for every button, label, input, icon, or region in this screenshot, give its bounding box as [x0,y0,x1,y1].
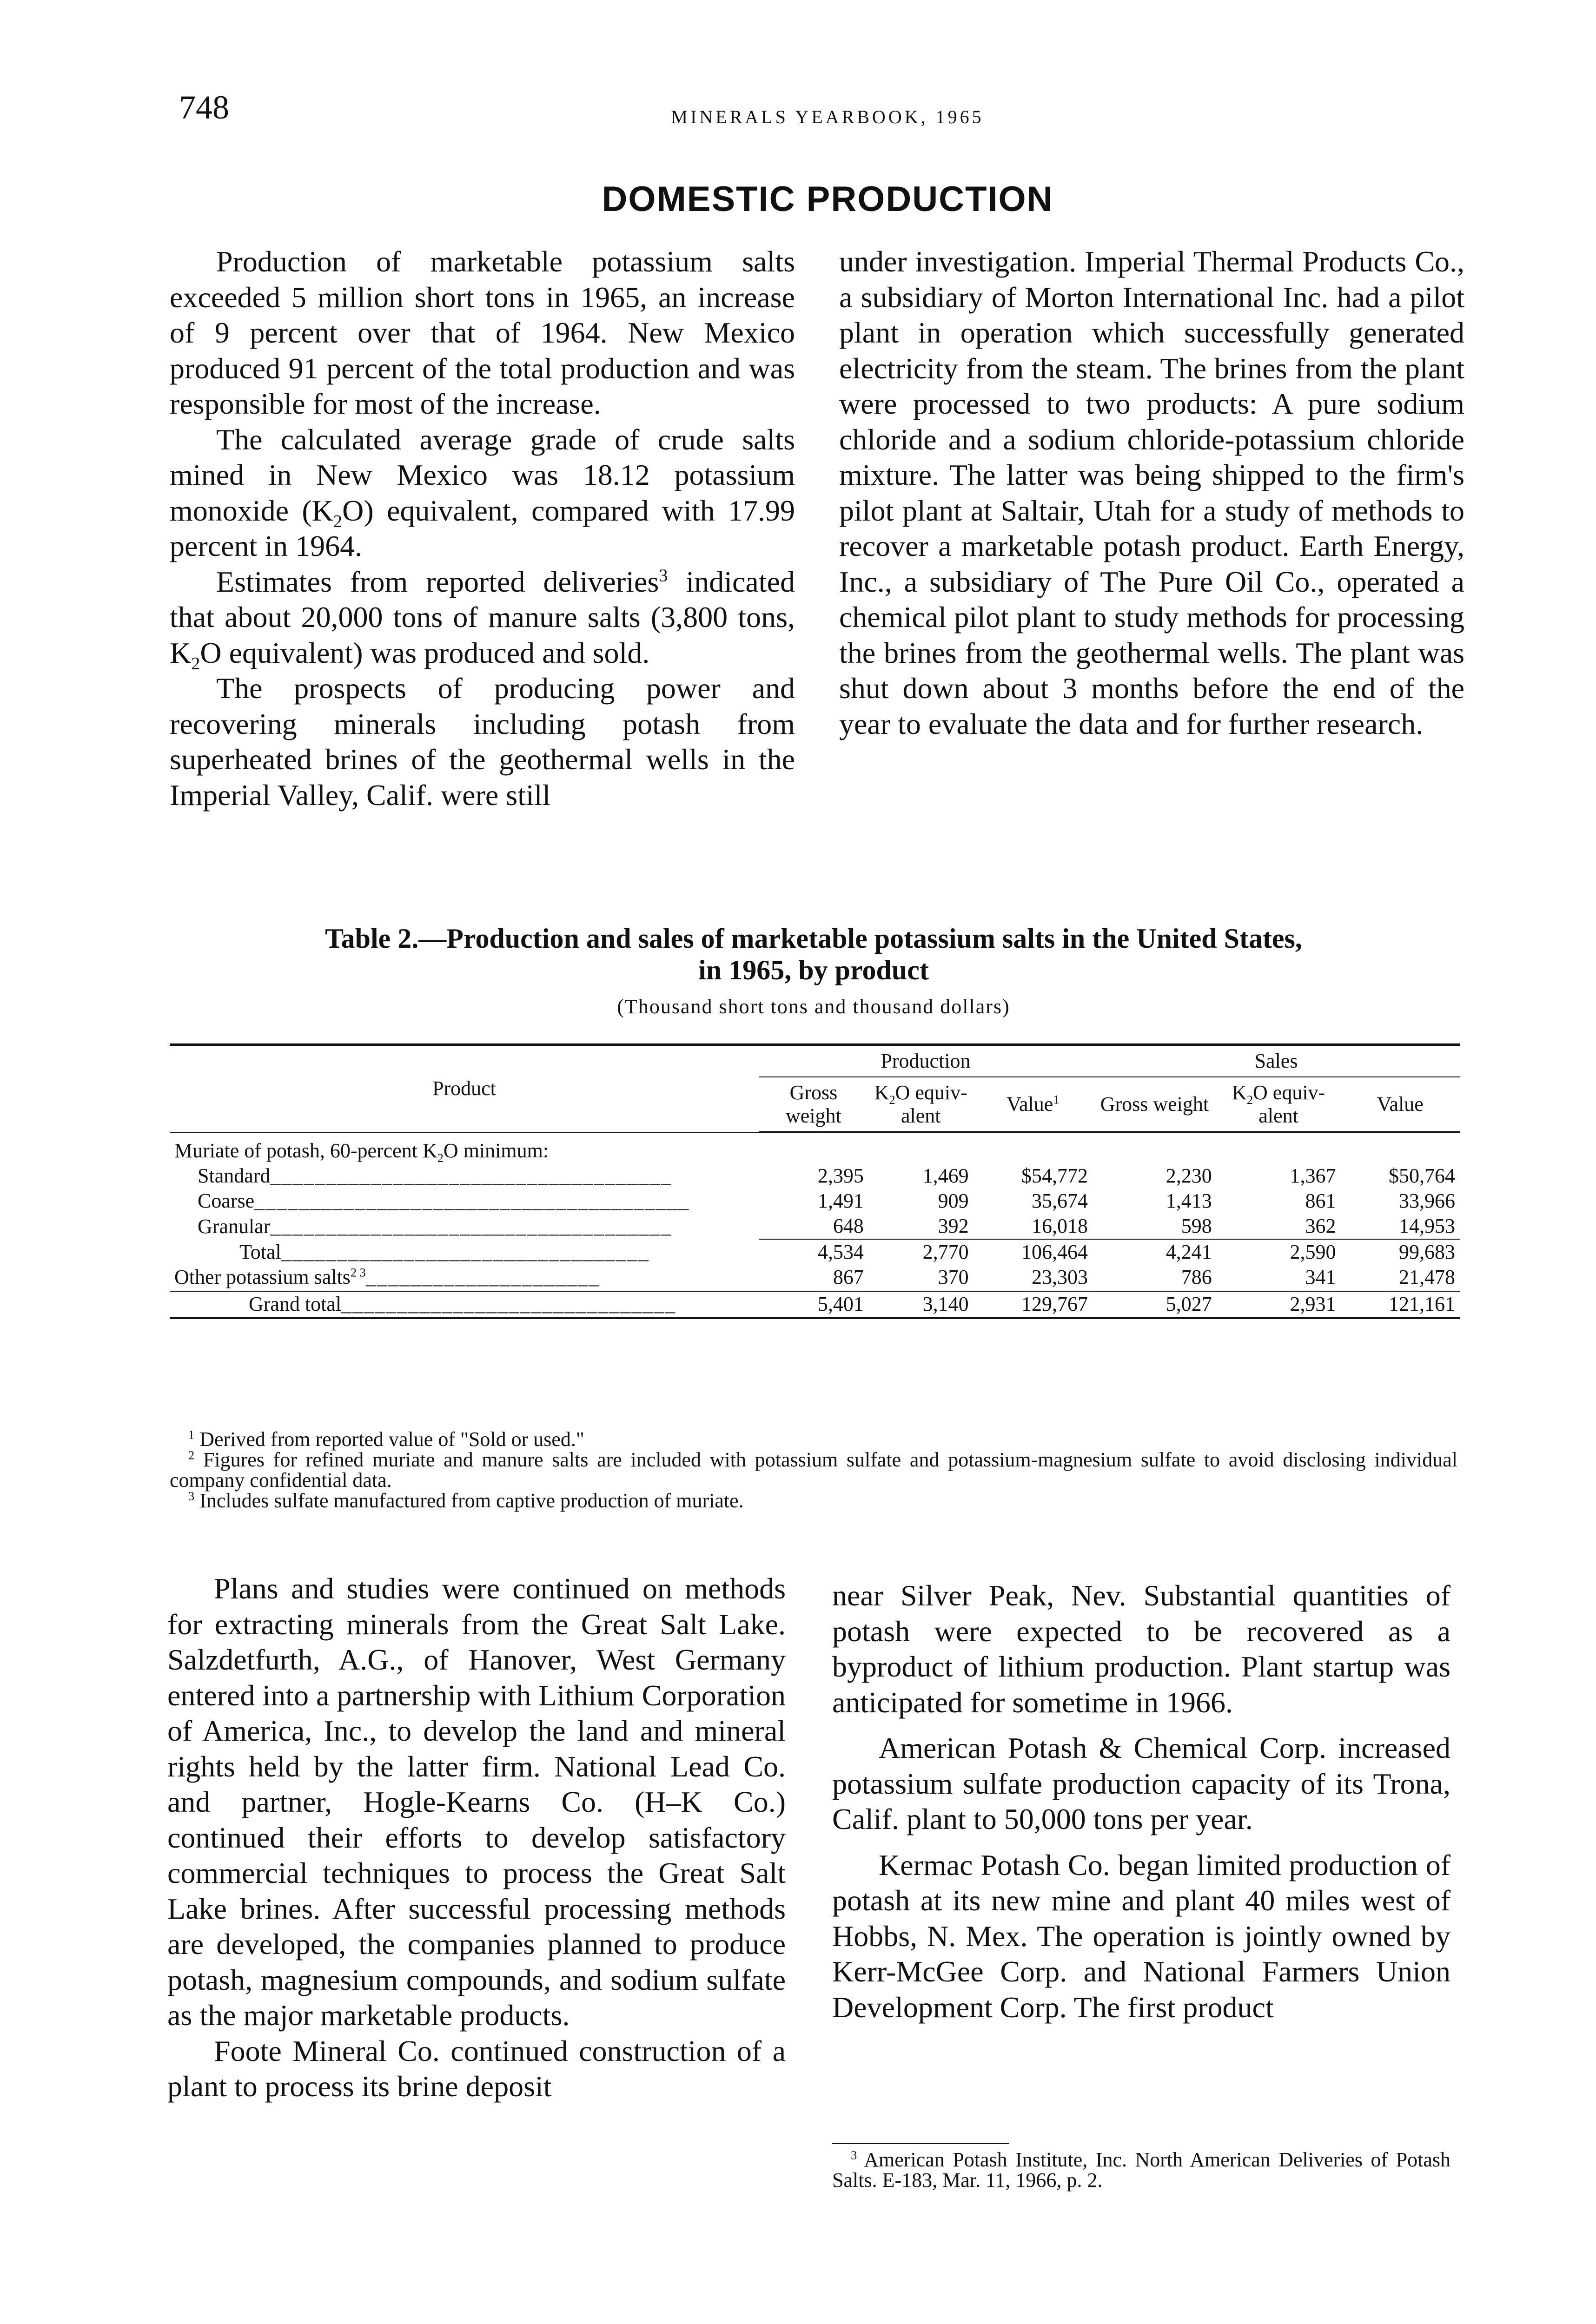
bottom-left-column [167,1571,786,2105]
cell: 648 [833,1215,864,1237]
row-label: Coarse_______________________________________ [198,1189,690,1212]
col-header-k2o: $K_2O$ equivalent [868,1077,973,1132]
paragraph: Estimates from reported deliveries$^3$ indicated that about 20,000 tons of manure salts (3,800 tons, $K_2O$ equivalent) was produced and sold. [170,565,795,673]
running-head: MINERALS YEARBOOK, 1965 [671,106,984,127]
page-number: 748 [179,89,229,126]
table-row [170,1214,1460,1239]
paragraph: Foote Mineral Co. continued construction of a plant to process its brine deposit [167,2034,786,2103]
col-header-gross: Gross weight [759,1077,868,1132]
cell: $54,772 [1021,1164,1088,1187]
row-label: Granular____________________________________ [198,1215,672,1238]
group-header-production: Production [759,1045,1093,1077]
cell: 4,241 [1093,1239,1217,1265]
table-subtitle: (Thousand short tons and thousand dollars) [617,995,1010,1018]
cell: $50,764 [1389,1164,1455,1187]
cell: 786 [1181,1266,1212,1288]
col-header-product: Product [170,1045,759,1132]
cell: 1,413 [1166,1189,1212,1212]
paragraph: Production of marketable potassium salts exceeded 5 million short tons in 1965, an increase of 9 percent over that of 1964. New Mexico produced 91 percent of the total production and was responsible for most of the increase. [170,245,795,420]
table-footnote: $^1$ Derived from reported value of "Sold or used." [188,1427,584,1451]
row-label: Standard____________________________________ [198,1164,672,1187]
cell: 5,027 [1093,1291,1217,1318]
cell: 362 [1305,1215,1336,1237]
group-header-sales: Sales [1093,1045,1460,1077]
top-left-column [170,244,795,813]
cell: 121,161 [1340,1291,1460,1318]
cell: 2,590 [1217,1239,1341,1265]
row-label: Total_________________________________ [239,1240,649,1263]
row-label: Muriate of potash, 60-percent $K_2O$ minimum: [174,1139,549,1165]
cell: 14,953 [1399,1215,1455,1237]
cell: 1,367 [1290,1164,1336,1187]
cell: 341 [1305,1266,1336,1288]
cell: 129,767 [973,1291,1093,1318]
bottom-right-column [832,1578,1450,2025]
col-header-k2o: $K_2O$ equivalent [1217,1077,1341,1132]
cell: 99,683 [1340,1239,1460,1265]
cell: 33,966 [1399,1189,1455,1212]
cell: 3,140 [868,1291,973,1318]
table-title: Table 2.—Production and sales of marketable potassium salts in the United States, in 1965, by product [325,923,1302,985]
cell: 370 [938,1266,969,1288]
paragraph: American Potash & Chemical Corp. increased potassium sulfate production capacity of its Trona, Calif. plant to 50,000 tons per year. [832,1731,1450,1835]
table-footnote: $^2$ Figures for refined muriate and manure salts are included with potassium sulfate and potassium-magnesium sulfate to avoid disclosing individual company confidential data. [170,1448,1457,1492]
paragraph: The calculated average grade of crude salts mined in New Mexico was 18.12 potassium monoxide $(K_2O)$ equivalent, compared with 17.99 percent in 1964. [170,423,795,562]
paragraph: The prospects of producing power and recovering minerals including potash from superheated brines of the geothermal wells in the Imperial Valley, Calif. were still [170,672,795,812]
table-footnotes [170,1429,1457,1511]
row-label: Grand total______________________________ [170,1291,759,1318]
cell: 16,018 [1032,1215,1088,1237]
col-header-value: Value [1340,1077,1460,1132]
row-label: Other potassium salts$^{2 3}$_____________________ [174,1265,600,1288]
col-header-value: Value$^1$ [973,1077,1093,1132]
footnote-divider [832,2143,1009,2144]
top-right-column [839,244,1464,742]
table-row-grand-total [170,1291,1460,1318]
cell: 1,491 [817,1189,864,1212]
cell: 392 [938,1215,969,1237]
table-row [170,1163,1460,1188]
cell: 2,230 [1166,1164,1212,1187]
cell: 909 [938,1189,969,1212]
cell: 106,464 [973,1239,1093,1265]
cell: 4,534 [759,1239,868,1265]
table-row [170,1188,1460,1214]
footnote-ref: 3 [659,566,668,586]
cell: 1,469 [922,1164,969,1187]
cell: 867 [833,1266,864,1288]
page-footnote: $^3$ American Potash Institute, Inc. North American Deliveries of Potash Salts. E-183, Mar. 11, 1966, p. 2. [832,2148,1450,2192]
cell: 861 [1305,1189,1336,1212]
production-sales-table [170,1043,1460,1319]
table-row-total [170,1239,1460,1265]
cell: 598 [1181,1215,1212,1237]
cell: 2,395 [817,1164,864,1187]
cell: 5,401 [759,1291,868,1318]
table-row [170,1132,1460,1164]
section-title: DOMESTIC PRODUCTION [602,179,1053,219]
paragraph: near Silver Peak, Nev. Substantial quantities of potash were expected to be recovered as a byproduct of lithium production. Plant startup was anticipated for sometime in 1966. [832,1579,1450,1719]
table-row [170,1265,1460,1291]
paragraph: Plans and studies were continued on methods for extracting minerals from the Great Salt Lake. Salzdetfurth, A.G., of Hanover, West Germany entered into a partnership with Lithium Corporation of America, Inc., to develop the land and mineral rights held by the latter firm. National Lead Co. and partner, Hogle-Kearns Co. (H–K Co.) continued their efforts to develop satisfactory commercial techniques to process the Great Salt Lake brines. After successful processing methods are developed, the companies planned to produce potash, magnesium compounds, and sodium sulfate as the major marketable products. [167,1572,786,2032]
cell: 2,931 [1217,1291,1341,1318]
paragraph: Kermac Potash Co. began limited production of potash at its new mine and plant 40 miles west of Hobbs, N. Mex. The operation is jointly owned by Kerr-McGee Corp. and National Farmers Union Development Corp. The first product [832,1848,1450,2024]
cell: 2,770 [868,1239,973,1265]
col-header-gross: Gross weight [1093,1077,1217,1132]
cell: 21,478 [1399,1266,1455,1288]
table-footnote: $^3$ Includes sulfate manufactured from captive production of muriate. [188,1489,744,1512]
paragraph: under investigation. Imperial Thermal Products Co., a subsidiary of Morton International Inc. had a pilot plant in operation which successfully generated electricity from the steam. The brines from the plant were processed to two products: A pure sodium chloride and a sodium chloride-potassium chloride mixture. The latter was being shipped to the firm's pilot plant at Saltair, Utah for a study of methods to recover a marketable potash product. Earth Energy, Inc., a subsidiary of The Pure Oil Co., operated a chemical pilot plant to study methods for processing the brines from the geothermal wells. The plant was shut down about 3 months before the end of the year to evaluate the data and for further research. [839,245,1464,740]
cell: 35,674 [1032,1189,1088,1212]
cell: 23,303 [1032,1266,1088,1288]
